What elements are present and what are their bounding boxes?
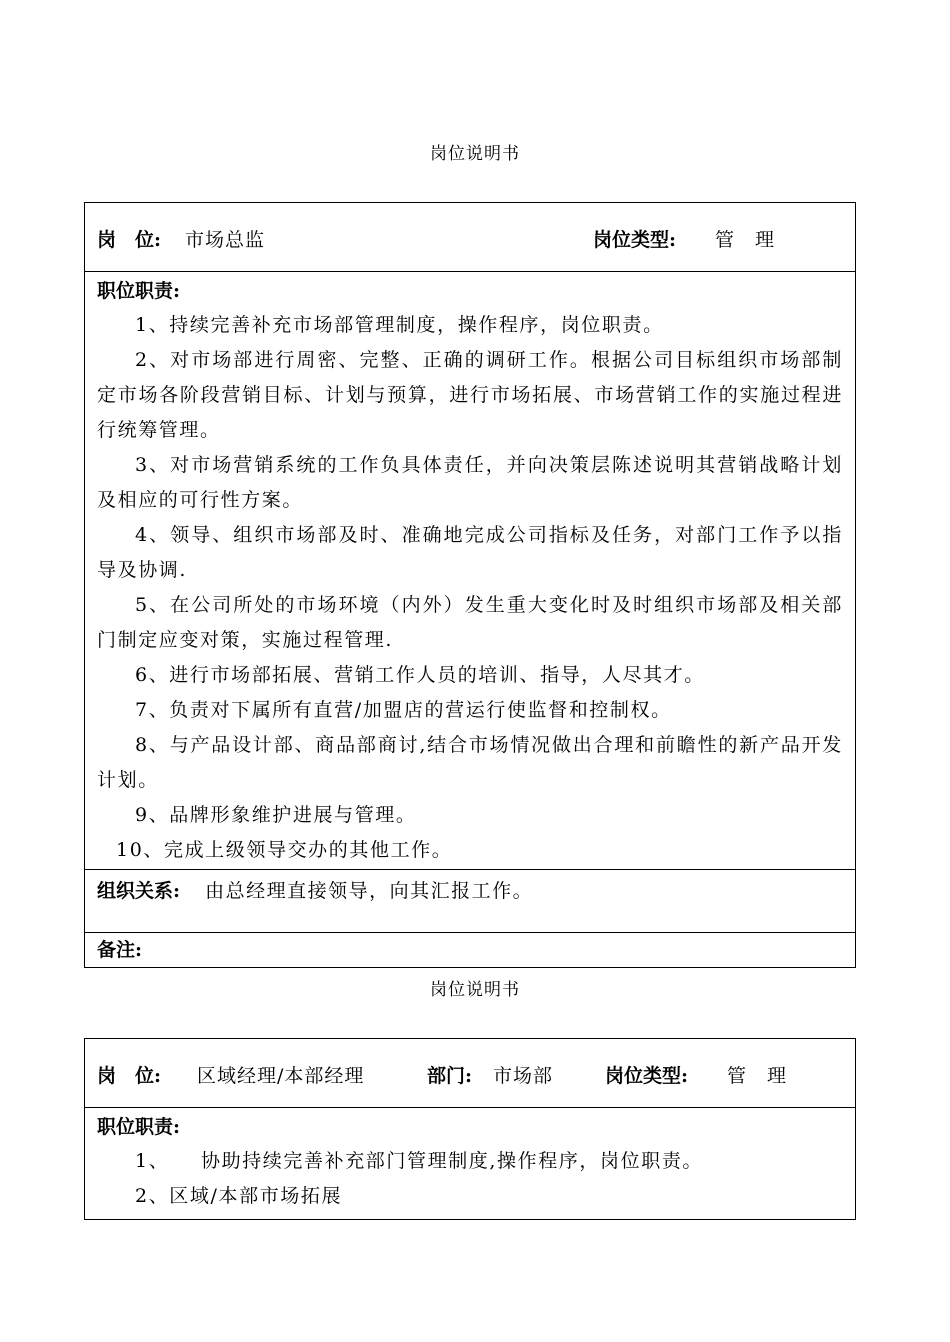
duty-item: 10、完成上级领导交办的其他工作。	[116, 839, 453, 861]
position-type-label: 岗位类型:	[605, 1065, 689, 1087]
duties-section	[85, 1108, 855, 1219]
duty-item: 5、在公司所处的市场环境（内外）发生重大变化时及时组织市场部及相关部门制定应变对策，实施过程管理.	[97, 594, 843, 651]
duty-item: 6、进行市场部拓展、营销工作人员的培训、指导，人尽其才。	[135, 664, 705, 686]
position-value: 区域经理/本部经理	[197, 1065, 365, 1087]
duty-item: 2、区域/本部市场拓展	[135, 1185, 343, 1207]
duties-label: 职位职责:	[97, 1116, 181, 1138]
duty-item: 3、对市场营销系统的工作负具体责任，并向决策层陈述说明其营销战略计划及相应的可行性方案。	[97, 454, 843, 511]
position-label: 岗 位:	[97, 229, 162, 251]
duty-item: 7、负责对下属所有直营/加盟店的营运行使监督和控制权。	[135, 699, 672, 721]
duty-item: 9、品牌形象维护进展与管理。	[135, 804, 417, 826]
position-header-row	[85, 1039, 855, 1108]
notes-row	[85, 933, 855, 967]
duties-section	[85, 272, 855, 870]
duties-label: 职位职责:	[97, 280, 181, 302]
department-value: 市场部	[493, 1065, 554, 1087]
department-label: 部门:	[427, 1065, 473, 1087]
duty-item: 4、领导、组织市场部及时、准确地完成公司指标及任务，对部门工作予以指导及协调.	[97, 524, 843, 581]
notes-label: 备注:	[97, 939, 143, 961]
duty-item: 2、对市场部进行周密、完整、正确的调研工作。根据公司目标组织市场部制定市场各阶段营销目标、计划与预算，进行市场拓展、市场营销工作的实施过程进行统筹管理。	[97, 349, 843, 441]
job-description-table-market-director	[84, 202, 856, 968]
document-title-2: 岗位说明书	[430, 980, 520, 1000]
position-type-value: 管 理	[727, 1065, 788, 1087]
position-type-label: 岗位类型:	[593, 229, 677, 251]
position-type-value: 管 理	[715, 229, 776, 251]
duty-item: 8、与产品设计部、商品部商讨,结合市场情况做出合理和前瞻性的新产品开发计划。	[97, 734, 843, 791]
organization-relation-row	[85, 870, 855, 933]
org-relation-label: 组织关系:	[97, 880, 181, 902]
position-value: 市场总监	[185, 229, 266, 251]
org-relation-value: 由总经理直接领导，向其汇报工作。	[205, 880, 534, 902]
position-header-row	[85, 203, 855, 272]
duty-item: 1、持续完善补充市场部管理制度，操作程序，岗位职责。	[135, 314, 664, 336]
position-label: 岗 位:	[97, 1065, 162, 1087]
job-description-table-regional-manager	[84, 1038, 856, 1220]
document-title: 岗位说明书	[430, 144, 520, 164]
duty-item: 1、 协助持续完善补充部门管理制度,操作程序，岗位职责。	[135, 1150, 704, 1172]
